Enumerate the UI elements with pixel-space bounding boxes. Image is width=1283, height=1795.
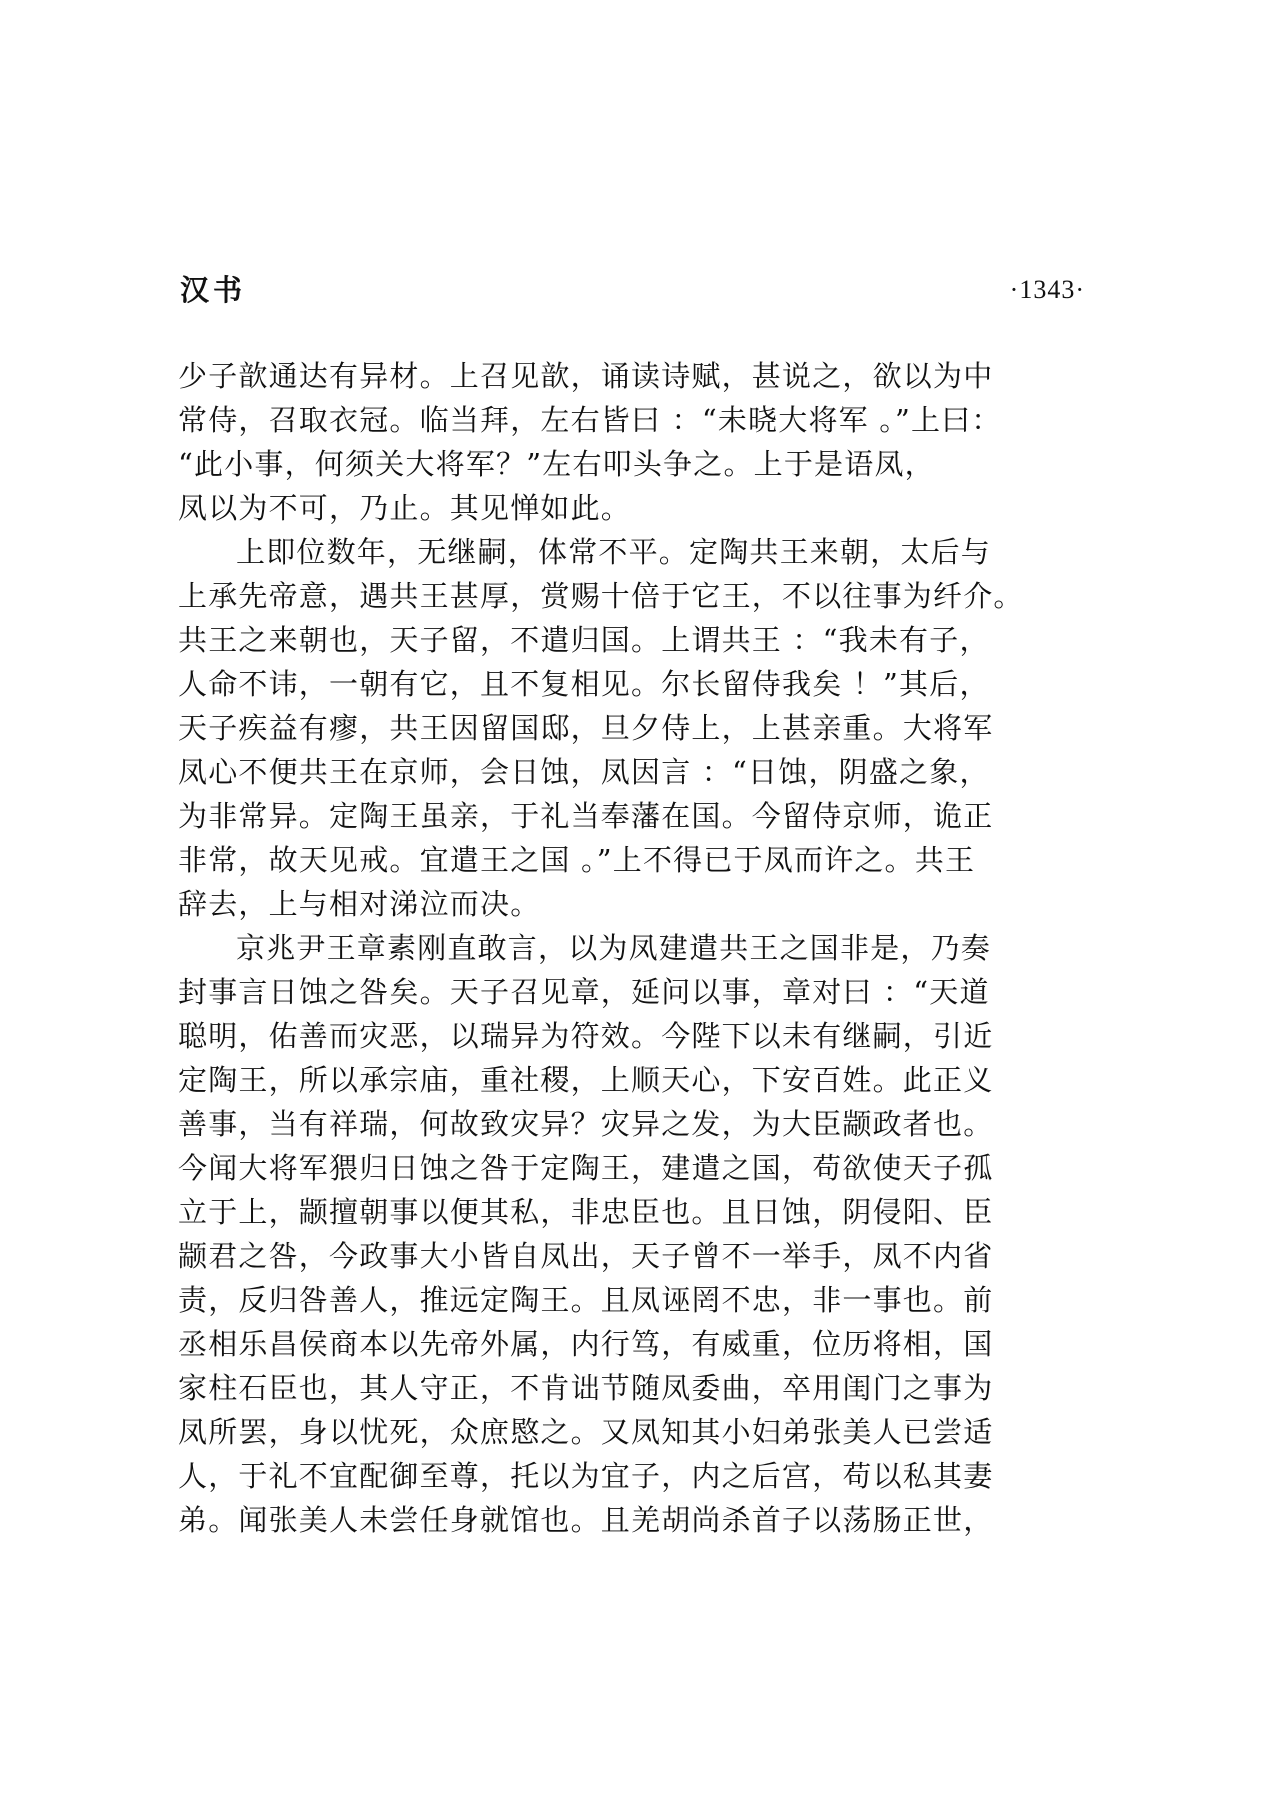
text-line: 常侍，召取衣冠。临当拜，左右皆曰 ：“未晓大将军 。”上曰： bbox=[178, 403, 1002, 437]
text-line: 京兆尹王章素刚直敢言，以为凤建遣共王之国非是，乃奏 bbox=[236, 931, 992, 965]
text-line: 少子歆通达有异材。上召见歆，诵读诗赋，甚说之，欲以为中 bbox=[178, 359, 994, 393]
body-text bbox=[178, 354, 1088, 1542]
text-line: 人，于礼不宜配御至尊，托以为宜子，内之后宫，苟以私其妻 bbox=[178, 1459, 994, 1493]
text-line: 天子疾益有瘳，共王因留国邸，旦夕侍上，上甚亲重。大将军 bbox=[178, 711, 994, 745]
text-line: 立于上，颛擅朝事以便其私，非忠臣也。且日蚀，阴侵阳、臣 bbox=[178, 1195, 994, 1229]
text-line: 辞去，上与相对涕泣而决。 bbox=[178, 887, 541, 921]
text-line: 善事，当有祥瑞，何故致灾异？灾异之发，为大臣颛政者也。 bbox=[178, 1107, 994, 1141]
text-line: 为非常异。定陶王虽亲，于礼当奉藩在国。今留侍京师，诡正 bbox=[178, 799, 994, 833]
text-line: 人命不讳，一朝有它，且不复相见。尔长留侍我矣 ！”其后， bbox=[178, 667, 990, 701]
page-number: ·1343· bbox=[1009, 275, 1085, 304]
text-line: 封事言日蚀之咎矣。天子召见章，延问以事，章对曰 ：“天道 bbox=[178, 975, 990, 1009]
text-line: “此小事，何须关大将军？”左右叩头争之。上于是语凤， bbox=[178, 447, 935, 481]
text-line: 颛君之咎，今政事大小皆自凤出，天子曾不一举手，凤不内省 bbox=[178, 1239, 994, 1273]
running-header bbox=[180, 270, 1085, 310]
text-line: 聪明，佑善而灾恶，以瑞异为符效。今陛下以未有继嗣，引近 bbox=[178, 1019, 994, 1053]
text-line: 定陶王，所以承宗庙，重社稷，上顺天心，下安百姓。此正义 bbox=[178, 1063, 994, 1097]
text-line: 今闻大将军猥归日蚀之咎于定陶王，建遣之国，苟欲使天子孤 bbox=[178, 1151, 994, 1185]
text-line: 非常，故天见戒。宜遣王之国 。”上不得已于凤而许之。共王 bbox=[178, 843, 976, 877]
text-line: 凤心不便共王在京师，会日蚀，凤因言 ：“日蚀，阴盛之象， bbox=[178, 755, 990, 789]
book-title: 汉书 bbox=[180, 273, 247, 307]
text-line: 上即位数年，无继嗣，体常不平。定陶共王来朝，太后与 bbox=[236, 535, 992, 569]
text-line: 丞相乐昌侯商本以先帝外属，内行笃，有威重，位历将相，国 bbox=[178, 1327, 994, 1361]
text-line: 凤以为不可，乃止。其见惮如此。 bbox=[178, 491, 632, 525]
text-line: 责，反归咎善人，推远定陶王。且凤诬罔不忠，非一事也。前 bbox=[178, 1283, 994, 1317]
text-line: 凤所罢，身以忧死，众庶愍之。又凤知其小妇弟张美人已尝适 bbox=[178, 1415, 994, 1449]
text-line: 共王之来朝也，天子留，不遣归国。上谓共王 ：“我未有子， bbox=[178, 623, 990, 657]
text-line: 上承先帝意，遇共王甚厚，赏赐十倍于它王，不以往事为纤介。 bbox=[178, 579, 1024, 613]
text-line: 弟。闻张美人未尝任身就馆也。且羌胡尚杀首子以荡肠正世， bbox=[178, 1503, 994, 1537]
text-line: 家柱石臣也，其人守正，不肯诎节随凤委曲，卒用闺门之事为 bbox=[178, 1371, 994, 1405]
